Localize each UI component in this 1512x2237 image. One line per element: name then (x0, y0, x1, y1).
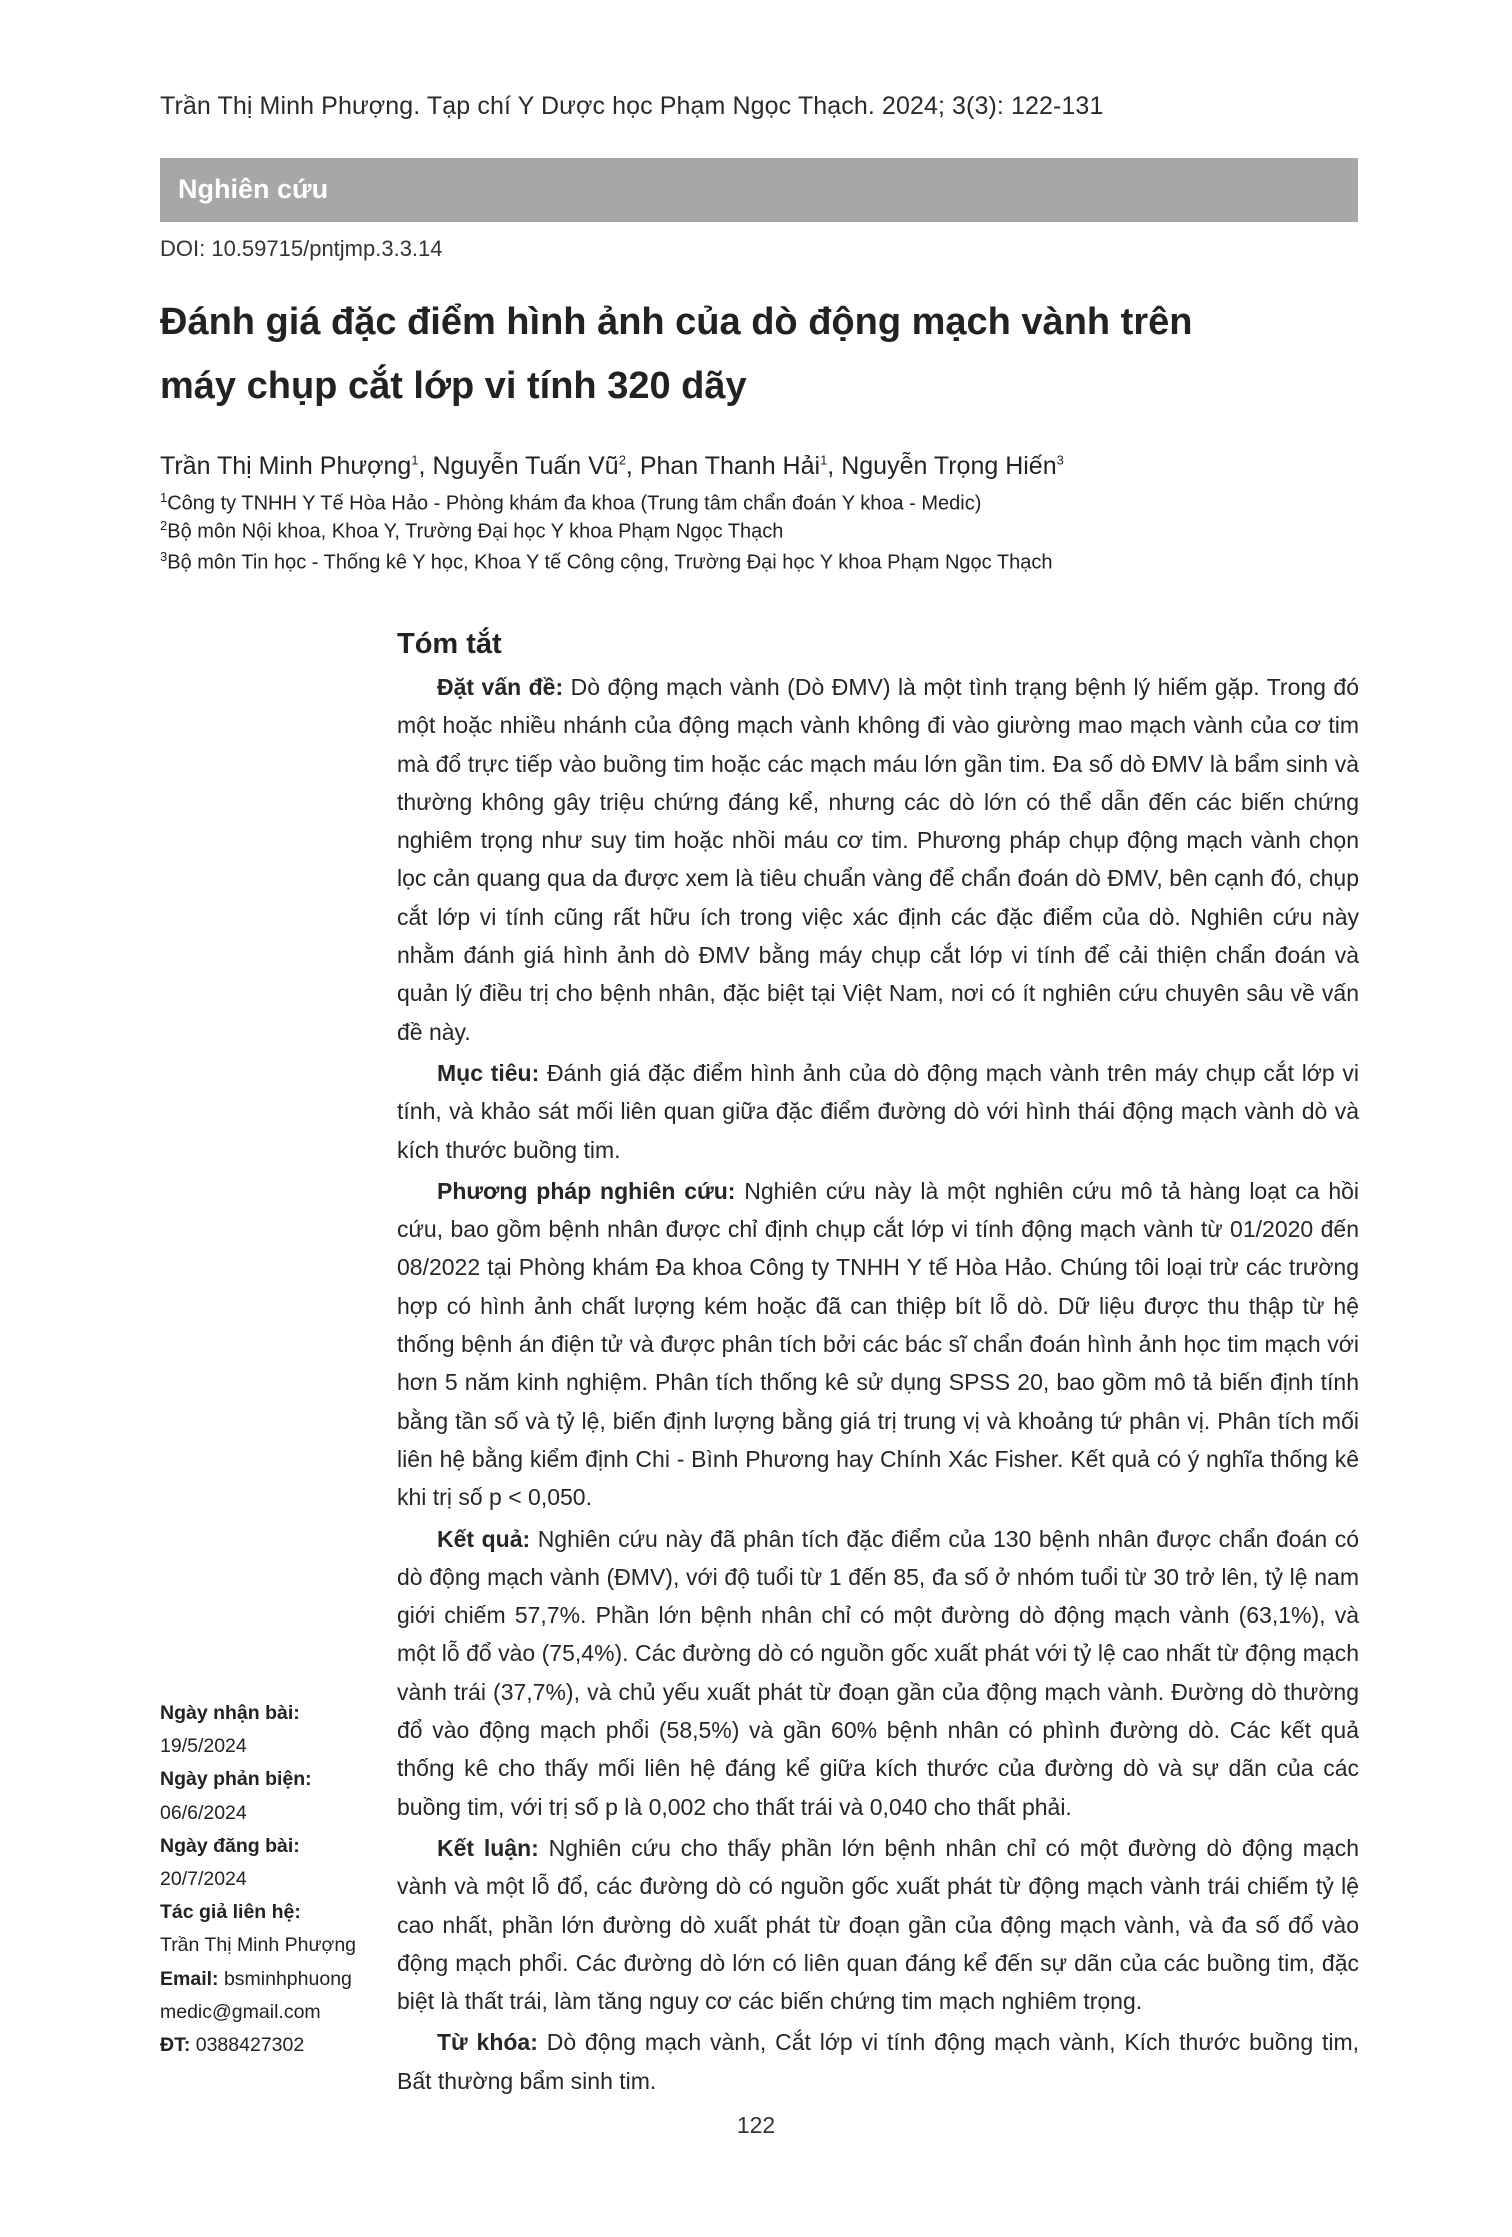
article-info-sidebar (160, 1697, 390, 2062)
email-line: Email: bsminhphuong (160, 1967, 352, 1990)
page-number: 122 (736, 2112, 776, 2138)
published-label: Ngày đăng bài: (160, 1834, 300, 1857)
contact-name: Trần Thị Minh Phượng (160, 1934, 357, 1957)
review-label: Ngày phản biện: (160, 1768, 312, 1791)
email-line-2[interactable]: medic@gmail.com (160, 2000, 321, 2023)
author: Phan Thanh Hải$^1$, (639, 452, 842, 480)
section-banner (160, 158, 1358, 222)
abstract-results: Kết quả: Nghiên cứu này đã phân tích đặc điểm của 130 bệnh nhân được chẩn đoán có dò động mạch vành (ĐMV), với độ tuổi từ 1 đến 85, đa số ở nhóm tuổi từ 30 trở lên, tỷ lệ nam giới chiếm 57,7%. Phần lớn bệnh nhân chỉ có một đường dò động mạch vành (63,1%), và một lỗ đổ vào (75,4%). Các đường dò có nguồn gốc xuất phát với tỷ lệ cao nhất từ động mạch vành trái (37,7%), và chủ yếu xuất phát từ đoạn gần của động mạch vành. Đường dò thường đổ vào động mạch phổi (58,5%) và gần 60% bệnh nhân có phình đường dò. Các kết quả thống kê cho thấy mối liên hệ đáng kể giữa kích thước của đường dò và sự dãn của các buồng tim, với trị số p là 0,002 cho thất trái và 0,040 cho thất phải. (397, 1525, 1359, 1820)
author: Trần Thị Minh Phượng$^1$, (160, 452, 433, 480)
review-date: 06/6/2024 (160, 1801, 247, 1824)
affiliation-1: $^1$Công ty TNHH Y Tế Hòa Hảo - Phòng khám đa khoa (Trung tâm chẩn đoán Y khoa - Medic) (160, 490, 982, 515)
author: Nguyễn Trọng Hiến$^3$ (841, 452, 1064, 480)
affiliation-2: $^2$Bộ môn Nội khoa, Khoa Y, Trường Đại học Y khoa Phạm Ngọc Thạch (160, 518, 784, 543)
abstract-methods: Phương pháp nghiên cứu: Nghiên cứu này là một nghiên cứu mô tả hàng loạt ca hồi cứu, bao gồm bệnh nhân được chỉ định chụp cắt lớp vi tính động mạch vành từ 01/2020 đến 08/2022 tại Phòng khám Đa khoa Công ty TNHH Y tế Hòa Hảo. Chúng tôi loại trừ các trường hợp có hình ảnh chất lượng kém hoặc đã can thiệp bít lỗ dò. Dữ liệu được thu thập từ hệ thống bệnh án điện tử và được phân tích bởi các bác sĩ chẩn đoán hình ảnh học tim mạch với hơn 5 năm kinh nghiệm. Phân tích thống kê sử dụng SPSS 20, bao gồm mô tả biến định tính bằng tần số và tỷ lệ, biến định lượng bằng giá trị trung vị và khoảng tứ phân vị. Phân tích mối liên hệ bằng kiểm định Chi - Bình Phương hay Chính Xác Fisher. Kết quả có ý nghĩa thống kê khi trị số p < 0,050. (397, 1177, 1360, 1511)
journal-citation: Trần Thị Minh Phượng. Tạp chí Y Dược học Phạm Ngọc Thạch. 2024; 3(3): 122-131 (160, 92, 1104, 120)
article-title (160, 290, 1360, 418)
published-date: 20/7/2024 (160, 1868, 247, 1891)
affiliation-3: $^3$Bộ môn Tin học - Thống kê Y học, Khoa Y tế Công cộng, Trường Đại học Y khoa Phạm Ngọc Thạch (160, 549, 1053, 574)
abstract-objective: Mục tiêu: Đánh giá đặc điểm hình ảnh của dò động mạch vành trên máy chụp cắt lớp vi tính, và khảo sát mối liên quan giữa đặc điểm đường dò với hình thái động mạch vành dò và kích thước buồng tim. (397, 1059, 1359, 1163)
author: Nguyễn Tuấn $Vũ^2$, (432, 452, 640, 480)
section-label: Nghiên cứu (178, 174, 329, 204)
abstract-keywords: Từ khóa: Dò động mạch vành, Cắt lớp vi tính động mạch vành, Kích thước buồng tim, Bất thường bẩm sinh tim. (397, 2029, 1359, 2094)
phone-line: ĐT: 0388427302 (160, 2034, 305, 2057)
abstract-heading: Tóm tắt (397, 628, 502, 660)
title-line-1: Đánh giá đặc điểm hình ảnh của dò động mạch vành trên (160, 301, 1193, 343)
received-date: 19/5/2024 (160, 1735, 247, 1758)
abstract-body (397, 668, 1359, 2103)
abstract-conclusion: Kết luận: Nghiên cứu cho thấy phần lớn bệnh nhân chỉ có một đường dò động mạch vành và một lỗ đổ, các đường dò có nguồn gốc xuất phát từ động mạch vành trái chiếm tỷ lệ cao nhất, phần lớn đường dò xuất phát từ đoạn gần của động mạch vành, và đa số đổ vào động mạch phổi. Các đường dò lớn có liên quan đáng kể đến sự dãn của các buồng tim, đặc biệt là thất trái, làm tăng nguy cơ các biến chứng tim mạch nghiêm trọng. (397, 1834, 1360, 2015)
contact-label: Tác giả liên hệ: (160, 1901, 301, 1924)
title-line-2: máy chụp cắt lớp vi tính 320 dãy (160, 365, 747, 407)
doi: DOI: 10.59715/pntjmp.3.3.14 (160, 236, 443, 261)
received-label: Ngày nhận bài: (160, 1702, 300, 1724)
abstract-background: Đặt vấn đề: Dò động mạch vành (Dò ĐMV) là một tình trạng bệnh lý hiếm gặp. Trong đó một hoặc nhiều nhánh của động mạch vành không đi vào giường mao mạch vành của cơ tim mà đổ trực tiếp vào buồng tim hoặc các mạch máu lớn gần tim. Đa số dò ĐMV là bẩm sinh và thường không gây triệu chứng đáng kể, nhưng các dò lớn có thể dẫn đến các biến chứng nghiêm trọng như suy tim hoặc nhồi máu cơ tim. Phương pháp chụp động mạch vành chọn lọc cản quang qua da được xem là tiêu chuẩn vàng để chẩn đoán dò ĐMV, bên cạnh đó, chụp cắt lớp vi tính cũng rất hữu ích trong việc xác định các đặc điểm của dò. Nghiên cứu này nhằm đánh giá hình ảnh dò ĐMV bằng máy chụp cắt lớp vi tính để cải thiện chẩn đoán và quản lý điều trị cho bệnh nhân, đặc biệt tại Việt Nam, nơi có ít nghiên cứu chuyên sâu về vấn đề này. (397, 674, 1359, 1045)
author-list (160, 452, 1064, 481)
